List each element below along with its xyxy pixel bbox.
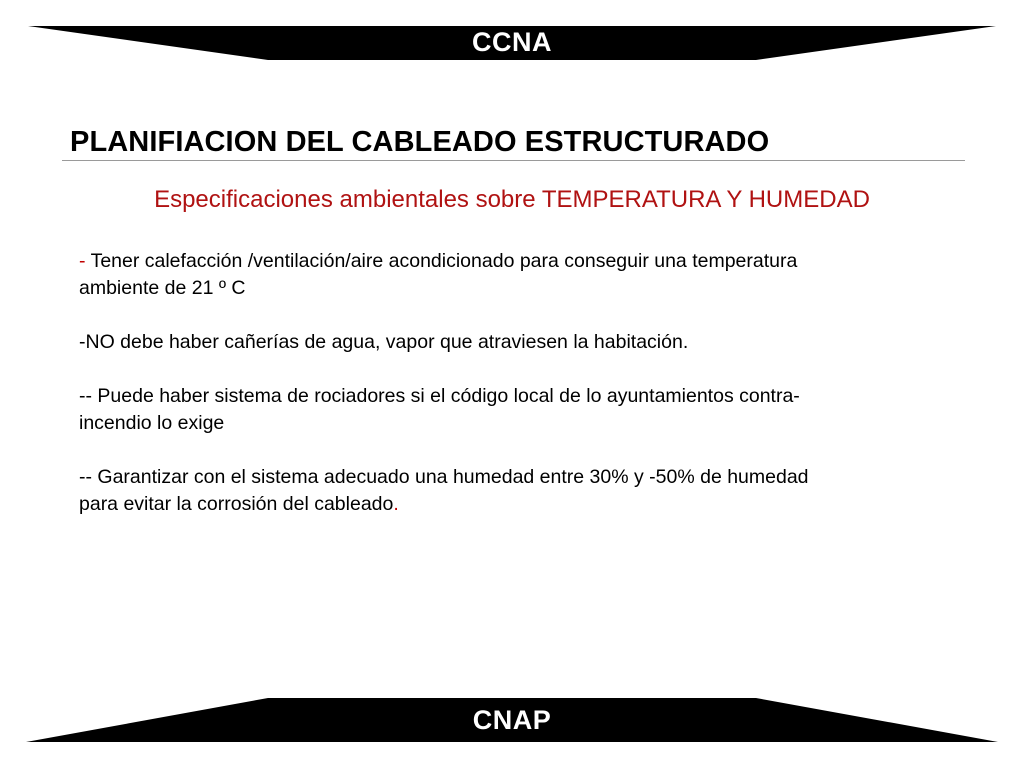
top-banner-label: CCNA (472, 27, 552, 57)
slide-subtitle: Especificaciones ambientales sobre TEMPERATURA Y HUMEDAD (154, 186, 870, 213)
bullet-pipes (79, 329, 959, 356)
top-banner (0, 24, 1024, 62)
bullet-text: incendio lo exige (79, 412, 225, 434)
title-divider (62, 160, 965, 161)
bullet-text: Tener calefacción /ventilación/aire acondicionado para conseguir una temperatura (90, 250, 798, 272)
bullet-text: -- Garantizar con el sistema adecuado una humedad entre 30% y -50% de humedad (79, 466, 809, 488)
bullet-text: NO debe haber cañerías de agua, vapor que atraviesen la habitación. (85, 331, 689, 353)
bullet-heating (79, 248, 959, 302)
slide-body (79, 248, 959, 545)
bullet-humidity (79, 464, 959, 518)
bullet-marker: - (79, 331, 86, 353)
bullet-marker: - (79, 250, 91, 272)
bullet-end-mark: . (393, 493, 399, 515)
bullet-text: ambiente de 21 º C (79, 277, 246, 299)
bullet-text: para evitar la corrosión del cableado (79, 493, 394, 515)
slide-title: PLANIFIACION DEL CABLEADO ESTRUCTURADO (70, 126, 770, 158)
bullet-text: -- Puede haber sistema de rociadores si el código local de lo ayuntamientos contra- (79, 385, 800, 407)
bottom-banner-label: CNAP (472, 705, 552, 735)
bottom-banner (0, 698, 1024, 744)
bullet-sprinklers (79, 383, 959, 437)
